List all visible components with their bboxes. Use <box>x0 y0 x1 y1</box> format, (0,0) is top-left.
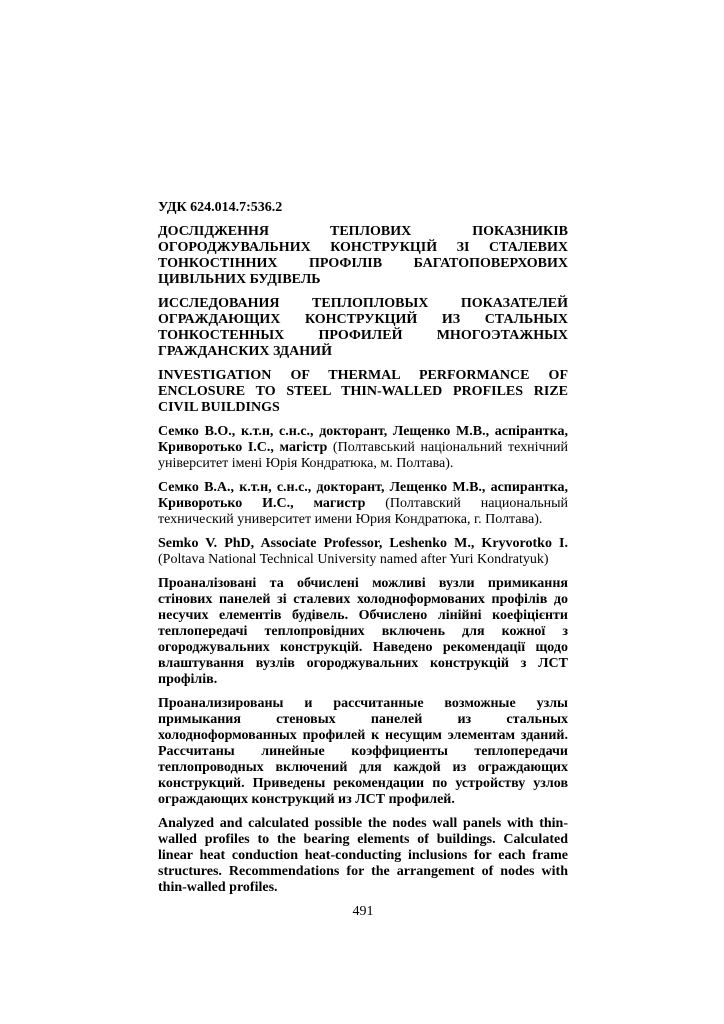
authors-english-affiliation: (Poltava National Technical University named after Yuri Kondratyuk) <box>158 552 549 567</box>
page-content <box>158 200 568 928</box>
authors-russian <box>158 480 568 528</box>
authors-ukrainian-names: Семко В.О., к.т.н, с.н.с., докторант, Лещенко М.В., аспірантка, Криворотько І.С., магістр <box>158 424 568 455</box>
abstract-russian: Проанализированы и рассчитанные возможные узлы примыкания стеновых панелей из стальных холодноформованных профилей к несущим элементам зданий. Рассчитаны линейные коэффициенты теплопередачи теплопроводных включений для каждой из ограждающих конструкций. Приведены рекомендации по устройству узлов ограждающих конструкций из ЛСТ профилей. <box>158 696 568 807</box>
authors-english <box>158 536 568 568</box>
udc-code: УДК 624.014.7:536.2 <box>158 200 283 215</box>
title-english: INVESTIGATION OF THERMAL PERFORMANCE OF ENCLOSURE TO STEEL THIN-WALLED PROFILES RIZE CIVIL BUILDINGS <box>158 368 568 415</box>
page-number: 491 <box>352 904 374 919</box>
abstract-english: Analyzed and calculated possible the nodes wall panels with thin-walled profiles to the bearing elements of buildings. Calculated linear heat conduction heat-conducting inclusions for each frame structures. Recommendations for the arrangement of nodes with thin-walled profiles. <box>158 816 568 895</box>
authors-russian-names: Семко В.А., к.т.н, с.н.с., докторант, Лещенко М.В., аспирантка, Криворотько И.С., магистр <box>158 480 568 511</box>
authors-ukrainian <box>158 424 568 472</box>
title-russian: ИССЛЕДОВАНИЯ ТЕПЛОПЛОВЫХ ПОКАЗАТЕЛЕЙ ОГРАЖДАЮЩИХ КОНСТРУКЦИЙ ИЗ СТАЛЬНЫХ ТОНКОСТЕННЫХ ПРОФИЛЕЙ МНОГОЭТАЖНЫХ ГРАЖДАНСКИХ ЗДАНИЙ <box>158 296 568 359</box>
authors-russian-affiliation: (Полтавский национальный технический университет имени Юрия Кондратюка, г. Полтава). <box>158 496 568 527</box>
title-ukrainian: ДОСЛІДЖЕННЯ ТЕПЛОВИХ ПОКАЗНИКІВ ОГОРОДЖУВАЛЬНИХ КОНСТРУКЦІЙ ЗІ СТАЛЕВИХ ТОНКОСТІННИХ ПРОФІЛІВ БАГАТОПОВЕРХОВИХ ЦИВІЛЬНИХ БУДІВЕЛЬ <box>158 224 568 287</box>
authors-english-names: Semko V. PhD, Associate Professor, Leshenko M., Kryvorotko I. <box>158 536 568 551</box>
abstract-ukrainian: Проаналізовані та обчислені можливі вузли примикання стінових панелей зі сталевих холодноформованих профілів до несучих елементів будівель. Обчислено лінійні коефіцієнти теплопередачі теплопровідних включень для кожної з огороджувальних конструкцій. Наведено рекомендації щодо влаштування вузлів огороджувальних конструкцій з ЛСТ профілів. <box>158 576 568 687</box>
authors-ukrainian-affiliation: (Полтавський національний технічний університет імені Юрія Кондратюка, м. Полтава). <box>158 440 568 471</box>
